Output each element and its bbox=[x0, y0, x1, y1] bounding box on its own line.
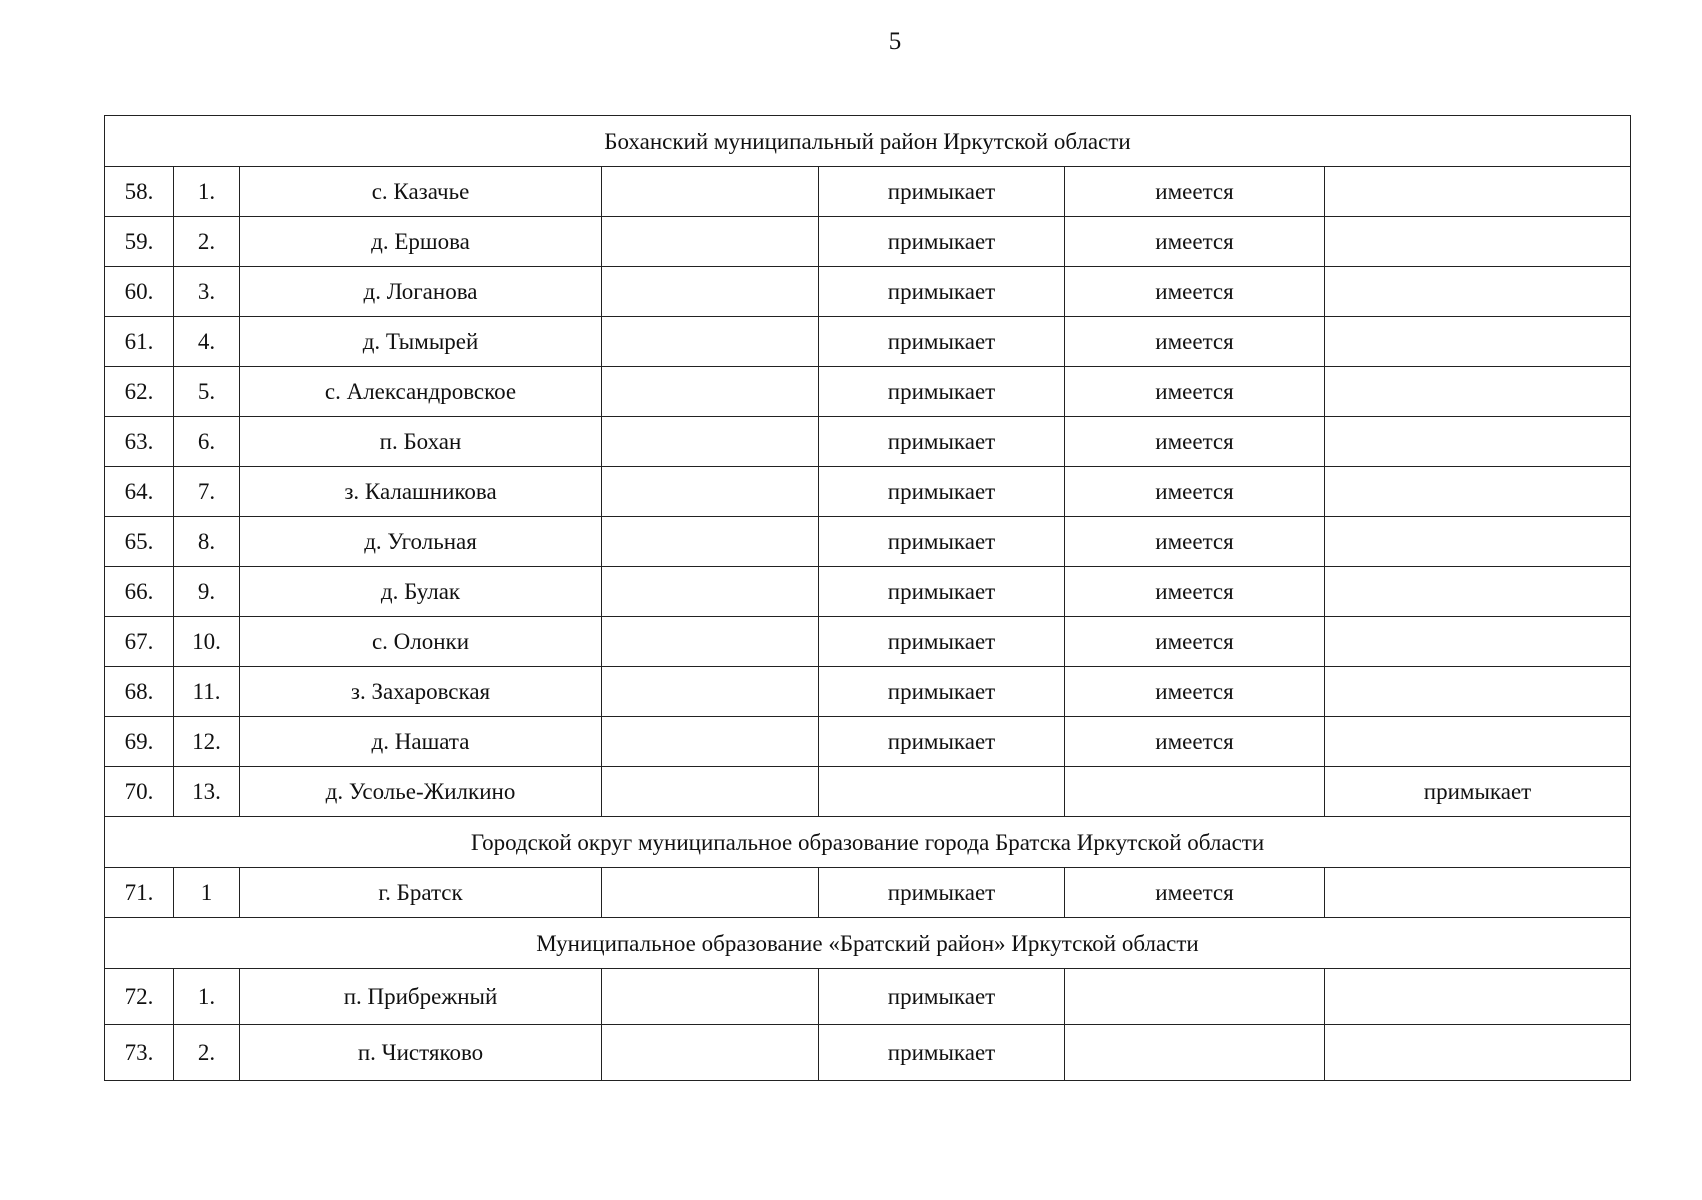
column-7-cell bbox=[1325, 667, 1631, 717]
sub-number-cell: 7. bbox=[174, 467, 240, 517]
settlement-name-cell: с. Казачье bbox=[240, 167, 602, 217]
column-7-cell bbox=[1325, 868, 1631, 918]
settlement-name-cell: с. Олонки bbox=[240, 617, 602, 667]
column-5-cell: примыкает bbox=[819, 267, 1065, 317]
table-row bbox=[105, 667, 1631, 717]
column-7-cell bbox=[1325, 617, 1631, 667]
settlement-name-cell: д. Булак bbox=[240, 567, 602, 617]
column-5-cell: примыкает bbox=[819, 1025, 1065, 1081]
row-number-cell: 71. bbox=[105, 868, 174, 918]
table-row bbox=[105, 1025, 1631, 1081]
column-6-cell: имеется bbox=[1065, 167, 1325, 217]
sub-number-cell: 1 bbox=[174, 868, 240, 918]
row-number-cell: 60. bbox=[105, 267, 174, 317]
table-row bbox=[105, 617, 1631, 667]
table-row bbox=[105, 969, 1631, 1025]
sub-number-cell: 2. bbox=[174, 1025, 240, 1081]
column-6-cell: имеется bbox=[1065, 417, 1325, 467]
column-4-cell bbox=[602, 767, 819, 817]
settlement-name-cell: д. Угольная bbox=[240, 517, 602, 567]
table-row bbox=[105, 267, 1631, 317]
column-6-cell: имеется bbox=[1065, 467, 1325, 517]
column-7-cell: примыкает bbox=[1325, 767, 1631, 817]
column-5-cell: примыкает bbox=[819, 317, 1065, 367]
column-4-cell bbox=[602, 617, 819, 667]
column-6-cell bbox=[1065, 969, 1325, 1025]
column-6-cell: имеется bbox=[1065, 717, 1325, 767]
column-6-cell: имеется bbox=[1065, 267, 1325, 317]
row-number-cell: 70. bbox=[105, 767, 174, 817]
settlement-name-cell: д. Логанова bbox=[240, 267, 602, 317]
column-5-cell: примыкает bbox=[819, 217, 1065, 267]
sub-number-cell: 8. bbox=[174, 517, 240, 567]
row-number-cell: 73. bbox=[105, 1025, 174, 1081]
settlement-name-cell: г. Братск bbox=[240, 868, 602, 918]
sub-number-cell: 13. bbox=[174, 767, 240, 817]
column-7-cell bbox=[1325, 167, 1631, 217]
column-7-cell bbox=[1325, 567, 1631, 617]
column-5-cell: примыкает bbox=[819, 417, 1065, 467]
table-row bbox=[105, 217, 1631, 267]
table-row bbox=[105, 868, 1631, 918]
column-4-cell bbox=[602, 667, 819, 717]
column-6-cell bbox=[1065, 767, 1325, 817]
section-header-row bbox=[105, 918, 1631, 969]
column-4-cell bbox=[602, 367, 819, 417]
row-number-cell: 58. bbox=[105, 167, 174, 217]
section-title: Боханский муниципальный район Иркутской области bbox=[105, 116, 1631, 167]
settlement-name-cell: п. Чистяково bbox=[240, 1025, 602, 1081]
column-7-cell bbox=[1325, 969, 1631, 1025]
column-4-cell bbox=[602, 517, 819, 567]
column-5-cell: примыкает bbox=[819, 517, 1065, 567]
table-body bbox=[105, 116, 1631, 1081]
column-7-cell bbox=[1325, 1025, 1631, 1081]
row-number-cell: 65. bbox=[105, 517, 174, 567]
sub-number-cell: 5. bbox=[174, 367, 240, 417]
column-5-cell: примыкает bbox=[819, 367, 1065, 417]
sub-number-cell: 11. bbox=[174, 667, 240, 717]
sub-number-cell: 1. bbox=[174, 969, 240, 1025]
section-header-row bbox=[105, 817, 1631, 868]
settlement-name-cell: п. Прибрежный bbox=[240, 969, 602, 1025]
table-row bbox=[105, 567, 1631, 617]
column-4-cell bbox=[602, 969, 819, 1025]
column-6-cell: имеется bbox=[1065, 868, 1325, 918]
table-row bbox=[105, 417, 1631, 467]
column-4-cell bbox=[602, 868, 819, 918]
column-7-cell bbox=[1325, 717, 1631, 767]
column-4-cell bbox=[602, 1025, 819, 1081]
table-row bbox=[105, 767, 1631, 817]
column-5-cell: примыкает bbox=[819, 868, 1065, 918]
sub-number-cell: 3. bbox=[174, 267, 240, 317]
column-7-cell bbox=[1325, 517, 1631, 567]
table-row bbox=[105, 467, 1631, 517]
settlement-name-cell: з. Захаровская bbox=[240, 667, 602, 717]
row-number-cell: 67. bbox=[105, 617, 174, 667]
row-number-cell: 66. bbox=[105, 567, 174, 617]
sub-number-cell: 1. bbox=[174, 167, 240, 217]
sub-number-cell: 4. bbox=[174, 317, 240, 367]
sub-number-cell: 9. bbox=[174, 567, 240, 617]
column-5-cell: примыкает bbox=[819, 717, 1065, 767]
column-5-cell: примыкает bbox=[819, 969, 1065, 1025]
section-title: Муниципальное образование «Братский район» Иркутской области bbox=[105, 918, 1631, 969]
row-number-cell: 64. bbox=[105, 467, 174, 517]
settlement-name-cell: п. Бохан bbox=[240, 417, 602, 467]
column-4-cell bbox=[602, 417, 819, 467]
row-number-cell: 72. bbox=[105, 969, 174, 1025]
column-5-cell: примыкает bbox=[819, 567, 1065, 617]
column-5-cell: примыкает bbox=[819, 667, 1065, 717]
column-4-cell bbox=[602, 167, 819, 217]
column-5-cell: примыкает bbox=[819, 617, 1065, 667]
settlement-name-cell: с. Александровское bbox=[240, 367, 602, 417]
sub-number-cell: 10. bbox=[174, 617, 240, 667]
column-7-cell bbox=[1325, 267, 1631, 317]
sub-number-cell: 2. bbox=[174, 217, 240, 267]
column-6-cell: имеется bbox=[1065, 517, 1325, 567]
row-number-cell: 61. bbox=[105, 317, 174, 367]
sub-number-cell: 12. bbox=[174, 717, 240, 767]
row-number-cell: 59. bbox=[105, 217, 174, 267]
column-6-cell bbox=[1065, 1025, 1325, 1081]
settlement-name-cell: д. Ершова bbox=[240, 217, 602, 267]
column-6-cell: имеется bbox=[1065, 317, 1325, 367]
column-5-cell: примыкает bbox=[819, 467, 1065, 517]
column-4-cell bbox=[602, 267, 819, 317]
column-7-cell bbox=[1325, 417, 1631, 467]
column-5-cell bbox=[819, 767, 1065, 817]
column-4-cell bbox=[602, 717, 819, 767]
column-6-cell: имеется bbox=[1065, 617, 1325, 667]
table-row bbox=[105, 317, 1631, 367]
column-7-cell bbox=[1325, 367, 1631, 417]
column-6-cell: имеется bbox=[1065, 367, 1325, 417]
column-6-cell: имеется bbox=[1065, 667, 1325, 717]
table-row bbox=[105, 167, 1631, 217]
column-4-cell bbox=[602, 317, 819, 367]
column-7-cell bbox=[1325, 467, 1631, 517]
settlement-name-cell: д. Усолье-Жилкино bbox=[240, 767, 602, 817]
column-7-cell bbox=[1325, 317, 1631, 367]
settlement-name-cell: з. Калашникова bbox=[240, 467, 602, 517]
row-number-cell: 68. bbox=[105, 667, 174, 717]
column-6-cell: имеется bbox=[1065, 217, 1325, 267]
settlement-name-cell: д. Нашата bbox=[240, 717, 602, 767]
settlements-table bbox=[104, 115, 1631, 1081]
section-header-row bbox=[105, 116, 1631, 167]
column-5-cell: примыкает bbox=[819, 167, 1065, 217]
section-title: Городской округ муниципальное образование города Братска Иркутской области bbox=[105, 817, 1631, 868]
table-row bbox=[105, 717, 1631, 767]
page-number: 5 bbox=[888, 28, 902, 55]
column-4-cell bbox=[602, 217, 819, 267]
table-row bbox=[105, 367, 1631, 417]
table-row bbox=[105, 517, 1631, 567]
column-4-cell bbox=[602, 467, 819, 517]
column-4-cell bbox=[602, 567, 819, 617]
row-number-cell: 63. bbox=[105, 417, 174, 467]
column-7-cell bbox=[1325, 217, 1631, 267]
row-number-cell: 62. bbox=[105, 367, 174, 417]
settlement-name-cell: д. Тымырей bbox=[240, 317, 602, 367]
sub-number-cell: 6. bbox=[174, 417, 240, 467]
row-number-cell: 69. bbox=[105, 717, 174, 767]
column-6-cell: имеется bbox=[1065, 567, 1325, 617]
